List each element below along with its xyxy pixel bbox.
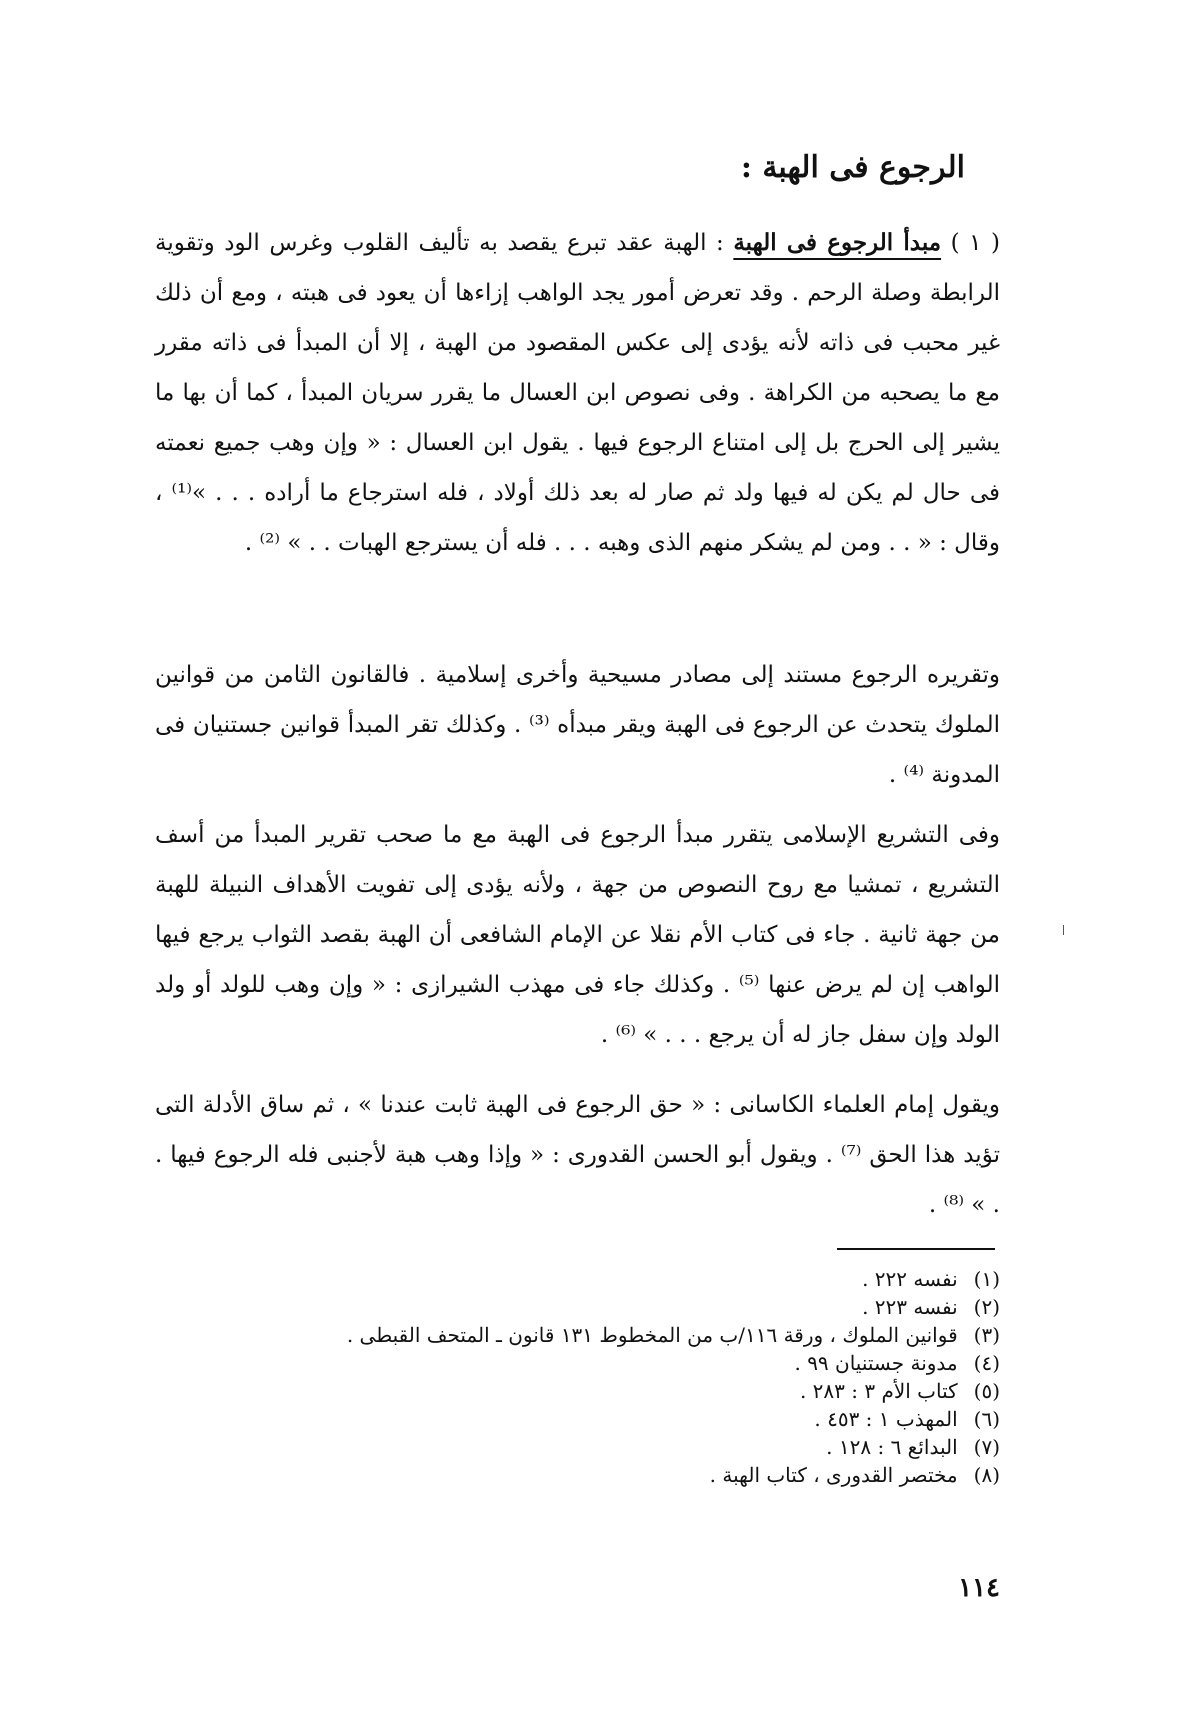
section-heading: الرجوع فى الهبة : [740,150,965,185]
footnote-item [155,1405,1000,1433]
footnote-item [155,1461,1000,1489]
footnote-text: المهذب ١ : ٤٥٣ . [814,1407,958,1431]
footnote-number: (٧) [973,1435,1000,1459]
footnote-item [155,1377,1000,1405]
footnote-number: (٢) [973,1295,1000,1319]
footnote-number: (٤) [973,1351,1000,1375]
footnote-item [155,1293,1000,1321]
footnote-item [155,1321,1000,1349]
footnote-text: كتاب الأم ٣ : ٢٨٣ . [799,1379,958,1403]
footnote-text: نفسه ٢٢٢ . [862,1267,958,1291]
footnote-number: (٣) [973,1323,1000,1347]
paragraph-subtitle: مبدأ الرجوع فى الهبة [733,229,942,256]
footnote-text: قوانين الملوك ، ورقة ١١٦/ب من المخطوط ١٣١ قانون ـ المتحف القبطى . [346,1323,958,1347]
footnote-item [155,1265,1000,1293]
page-number: ١١٤ [958,1573,1000,1603]
footnote-item [155,1433,1000,1461]
footnote-text: مدونة جستنيان ٩٩ . [794,1351,958,1375]
footnote-item [155,1349,1000,1377]
paragraph-principle [155,218,1000,568]
paragraph-islamic-law: وفى التشريع الإسلامى يتقرر مبدأ الرجوع فى الهبة مع ما صحب تقرير المبدأ من أسف التشريع ، تمشيا مع روح النصوص من جهة ، ولأنه يؤدى إلى تفويت الأهداف النبيلة للهبة من جهة ثانية . جاء فى كتاب الأم نقلا عن الإمام الشافعى أن الهبة بقصد الثواب يرجع فيها الواهب إن لم يرض عنها ⁽⁵⁾ . وكذلك جاء فى مهذب الشيرازى : « وإن وهب للولد أو ولد الولد وإن سفل جاز له أن يرجع . . . » ⁽⁶⁾ . [155,822,1000,1048]
footnote-number: (٥) [973,1379,1000,1403]
footnote-text: نفسه ٢٢٣ . [862,1295,958,1319]
paragraph-number: ( ١ ) [950,230,1001,256]
footnote-divider [837,1248,995,1250]
footnotes-list [155,1265,1000,1489]
footnote-number: (١) [973,1267,1000,1291]
paragraph-text: : الهبة عقد تبرع يقصد به تأليف القلوب وغرس الود وتقوية الرابطة وصلة الرحم . وقد تعرض أمور يجد الواهب إزاءها أن يعود فى هبته ، ومع أن ذلك غير محبب فى ذاته لأنه يؤدى إلى عكس المقصود من الهبة ، إلا أن المبدأ فى ذاته مقرر مع ما يصحبه من الكراهة . وفى نصوص ابن العسال ما يقرر سريان المبدأ ، كما أن بها ما يشير إلى الحرج بل إلى امتناع الرجوع فيها . يقول ابن العسال : « وإن وهب جميع نعمته فى حال لم يكن له فيها ولد ثم صار له بعد ذلك أولاد ، فله استرجاع ما أراده . . . »⁽¹⁾ ، وقال : « . . ومن لم يشكر منهم الذى وهبه . . . فله أن يسترجع الهبات . . » ⁽²⁾ . [155,230,1000,556]
footnote-number: (٨) [973,1463,1000,1487]
footnote-text: مختصر القدورى ، كتاب الهبة . [709,1463,958,1487]
paragraph-kasani: ويقول إمام العلماء الكاسانى : « حق الرجوع فى الهبة ثابت عندنا » ، ثم ساق الأدلة التى تؤيد هذا الحق ⁽⁷⁾ . ويقول أبو الحسن القدورى : « وإذا وهب هبة لأجنبى فله الرجوع فيها . . » ⁽⁸⁾ . [155,1092,1000,1218]
scan-mark [1063,925,1064,935]
footnote-number: (٦) [973,1407,1000,1431]
footnote-text: البدائع ٦ : ١٢٨ . [826,1435,958,1459]
paragraph-sources: وتقريره الرجوع مستند إلى مصادر مسيحية وأخرى إسلامية . فالقانون الثامن من قوانين الملوك يتحدث عن الرجوع فى الهبة ويقر مبدأه ⁽³⁾ . وكذلك تقر المبدأ قوانين جستنيان فى المدونة ⁽⁴⁾ . [155,662,1000,788]
